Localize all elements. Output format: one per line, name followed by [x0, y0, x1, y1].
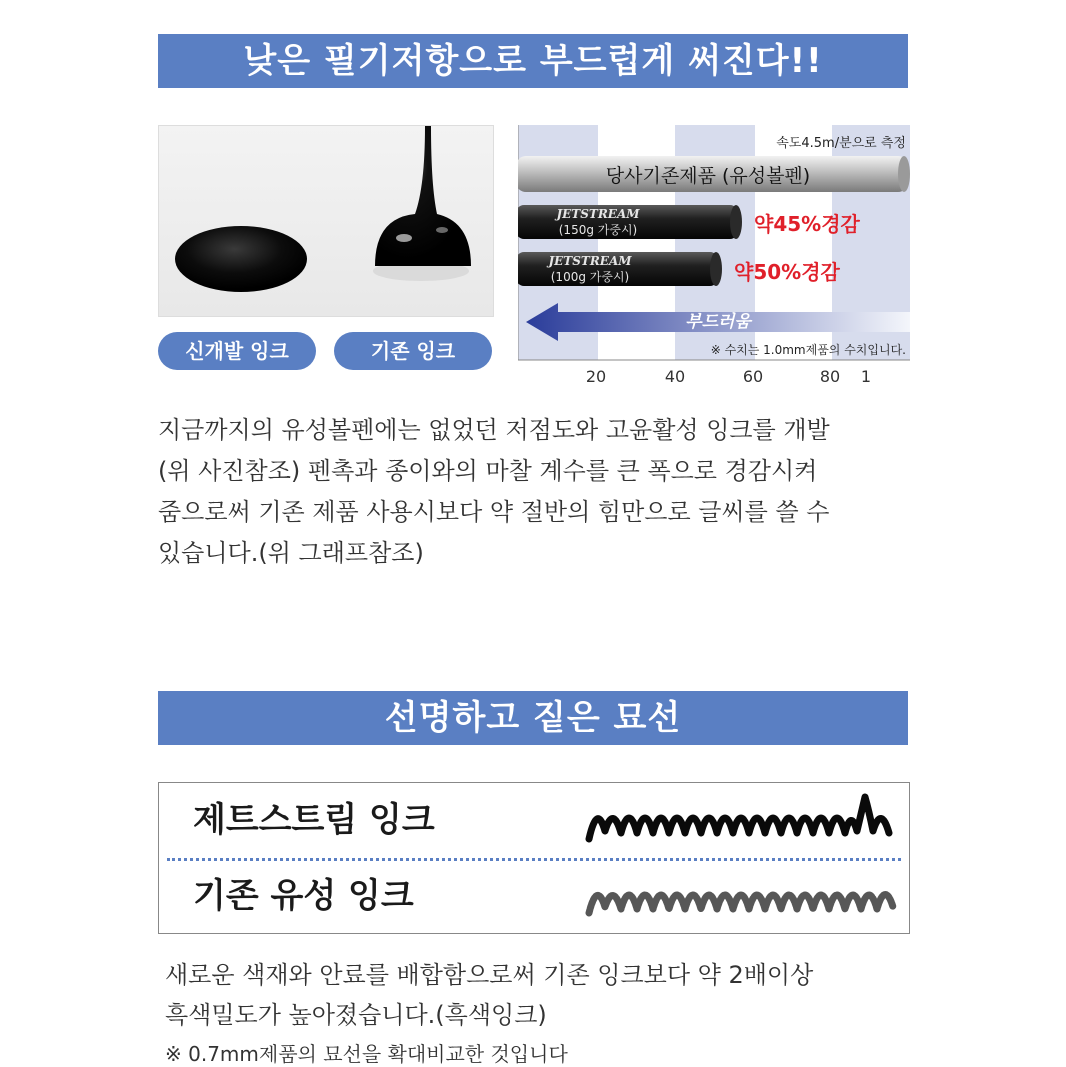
tick-label: 60: [742, 367, 764, 386]
measure-note: 속도4.5m/분으로 측정: [776, 136, 906, 151]
old-ink-drop: [375, 126, 471, 266]
jetstream-ink-label: 제트스트림 잉크: [193, 800, 435, 840]
tick-label: 80: [819, 367, 841, 386]
low-resistance-description: [158, 410, 918, 574]
tick-label: 1: [860, 367, 872, 386]
bar2-brand: JETSTREAM: [556, 207, 640, 221]
ink-comparison-box: [158, 782, 910, 934]
paragraph-line: 흑색밀도가 높아졌습니다.(흑색잉크): [165, 1001, 547, 1029]
ink-row-existing: [159, 859, 909, 933]
existing-ink-label: 기존 유성 잉크: [193, 876, 414, 916]
writing-resistance-chart: [518, 125, 910, 390]
bar-existing-label: 당사기존제품 (유성볼펜): [605, 165, 811, 187]
bar3-reduction: 약50%경감: [734, 260, 840, 284]
tick-label: 20: [585, 367, 607, 386]
existing-line-sample: [583, 867, 903, 927]
bar2-sub: (150g 가중시): [558, 223, 638, 237]
ink-row-jetstream: [159, 783, 909, 857]
bar-existing-product: [518, 156, 910, 192]
arrow-label: 부드러움: [685, 312, 751, 332]
paragraph-line: 있습니다.(위 그래프참조): [158, 539, 424, 567]
paragraph-line: 새로운 색재와 안료를 배합함으로써 기존 잉크보다 약 2배이상: [165, 961, 814, 989]
old-ink-label: 기존 잉크: [334, 332, 492, 370]
paragraph-line: 줌으로써 기존 제품 사용시보다 약 절반의 힘만으로 글씨를 쓸 수: [158, 498, 830, 526]
new-ink-label: 신개발 잉크: [158, 332, 316, 370]
bar2-reduction: 약45%경감: [754, 212, 860, 236]
footnote: ※ 0.7mm제품의 묘선을 확대비교한 것입니다: [165, 1042, 568, 1066]
paragraph-line: 지금까지의 유성볼펜에는 없었던 저점도와 고윤활성 잉크를 개발: [158, 416, 830, 444]
bar3-sub: (100g 가중시): [550, 270, 630, 284]
value-note: ※ 수치는 1.0mm제품의 수치입니다.: [710, 343, 906, 357]
bar3-brand: JETSTREAM: [548, 254, 632, 268]
vivid-line-description: [165, 955, 925, 1035]
new-ink-drop: [175, 226, 307, 292]
ink-drop-photo: [158, 125, 494, 317]
section-title-low-resistance: 낮은 필기저항으로 부드럽게 써진다!!: [158, 34, 908, 88]
jetstream-line-sample: [583, 791, 903, 851]
section-title-vivid-lines: 선명하고 짙은 묘선: [158, 691, 908, 745]
paragraph-line: (위 사진참조) 펜촉과 종이와의 마찰 계수를 큰 폭으로 경감시켜: [158, 457, 818, 485]
tick-label: 40: [664, 367, 686, 386]
